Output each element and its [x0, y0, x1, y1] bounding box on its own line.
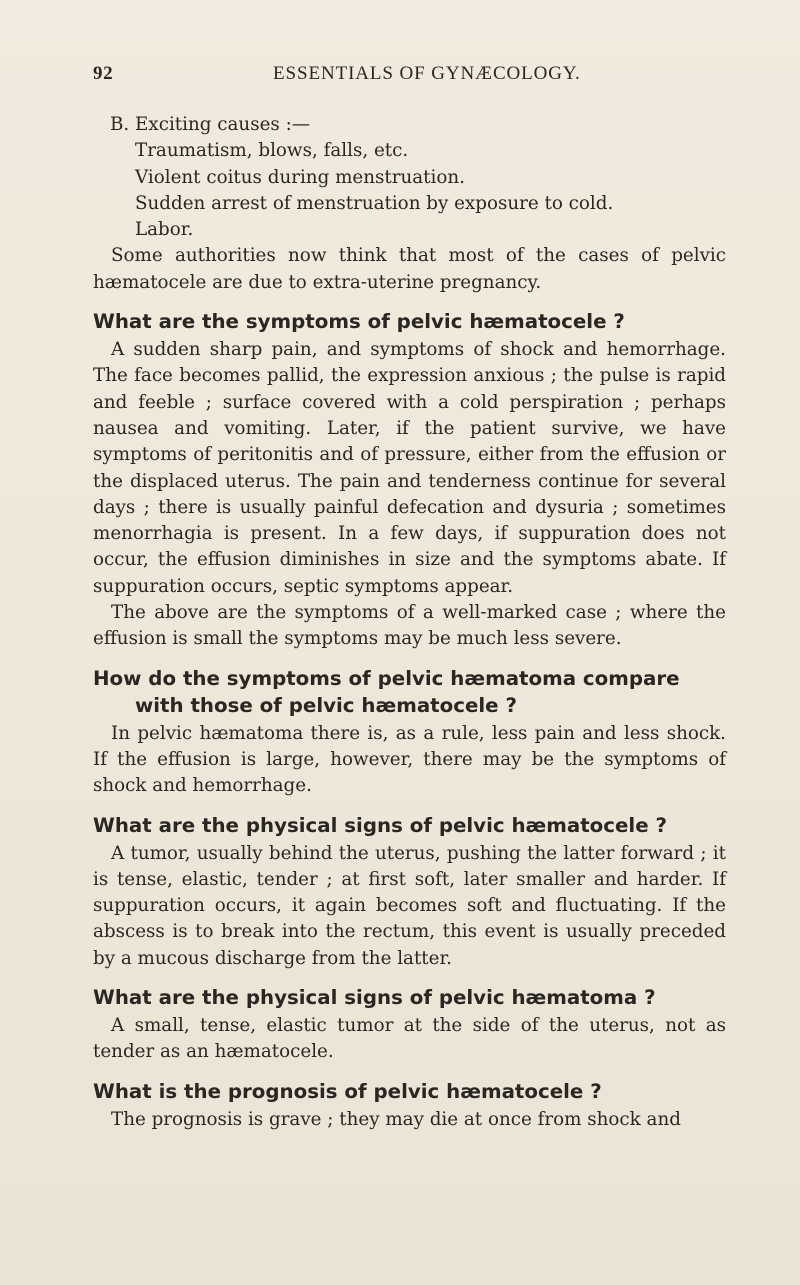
answer-paragraph: A small, tense, elastic tumor at the side of the uterus, not as tender as an hæmatocele. — [93, 1015, 726, 1063]
question-heading: What are the physical signs of pelvic hæmatocele ? — [93, 813, 667, 837]
question-heading: What is the prognosis of pelvic hæmatocele ? — [93, 1079, 602, 1103]
answer-paragraph: The above are the symptoms of a well-marked case ; where the effusion is small the symptoms may be much less severe. — [93, 602, 726, 650]
list-item: Violent coitus during menstruation. — [135, 166, 465, 188]
answer-paragraph: In pelvic hæmatoma there is, as a rule, less pain and less shock. If the effusion is large, however, there may be the symptoms of shock and hemorrhage. — [93, 722, 726, 797]
section-signs-haematoma — [93, 984, 726, 1066]
answer-paragraph: The prognosis is grave ; they may die at once from shock and — [111, 1108, 681, 1130]
exciting-causes-list — [93, 138, 726, 243]
exciting-causes-block — [93, 112, 726, 296]
question-heading: How do the symptoms of pelvic hæmatoma compare with those of pelvic hæmatocele ? — [93, 666, 680, 717]
question-heading: What are the physical signs of pelvic hæmatoma ? — [93, 986, 656, 1010]
extra-uterine-note: Some authorities now think that most of the cases of pelvic hæmatocele are due to extra-uterine pregnancy. — [93, 245, 726, 293]
section-symptoms-comparison — [93, 665, 726, 800]
question-heading: What are the symptoms of pelvic hæmatocele ? — [93, 310, 625, 334]
answer-paragraph: A sudden sharp pain, and symptoms of shock and hemorrhage. The face becomes pallid, the expression anxious ; the pulse is rapid and feeble ; surface covered with a cold perspiration ; perhaps nausea and vomiting. Later, if the patient survive, we have symptoms of peritonitis and of pressure, either from the effusion or the displaced uterus. The pain and tenderness continue for several days ; there is usually painful defecation and dysuria ; sometimes menorrhagia is present. In a few days, if suppuration does not occur, the effusion diminishes in size and the symptoms abate. If suppuration occurs, septic symptoms appear. — [93, 339, 726, 597]
section-signs-haematocele — [93, 812, 726, 972]
section-prognosis — [93, 1078, 726, 1133]
running-head: ESSENTIALS OF GYNÆCOLOGY. — [273, 63, 581, 84]
list-item: Sudden arrest of menstruation by exposure to cold. — [135, 192, 614, 214]
list-item: Traumatism, blows, falls, etc. — [135, 140, 409, 162]
page-number: 92 — [93, 63, 114, 84]
list-item: Labor. — [135, 219, 194, 241]
page-header — [93, 63, 730, 91]
page-body — [93, 112, 726, 1133]
exciting-causes-label: B. Exciting causes :— — [110, 114, 311, 135]
answer-paragraph: A tumor, usually behind the uterus, pushing the latter forward ; it is tense, elastic, tender ; at first soft, later smaller and harder. If suppuration occurs, it again becomes soft and fluctuating. If the abscess is to break into the rectum, this event is usually preceded by a mucous discharge from the latter. — [93, 842, 726, 969]
section-symptoms-haematocele — [93, 308, 726, 653]
